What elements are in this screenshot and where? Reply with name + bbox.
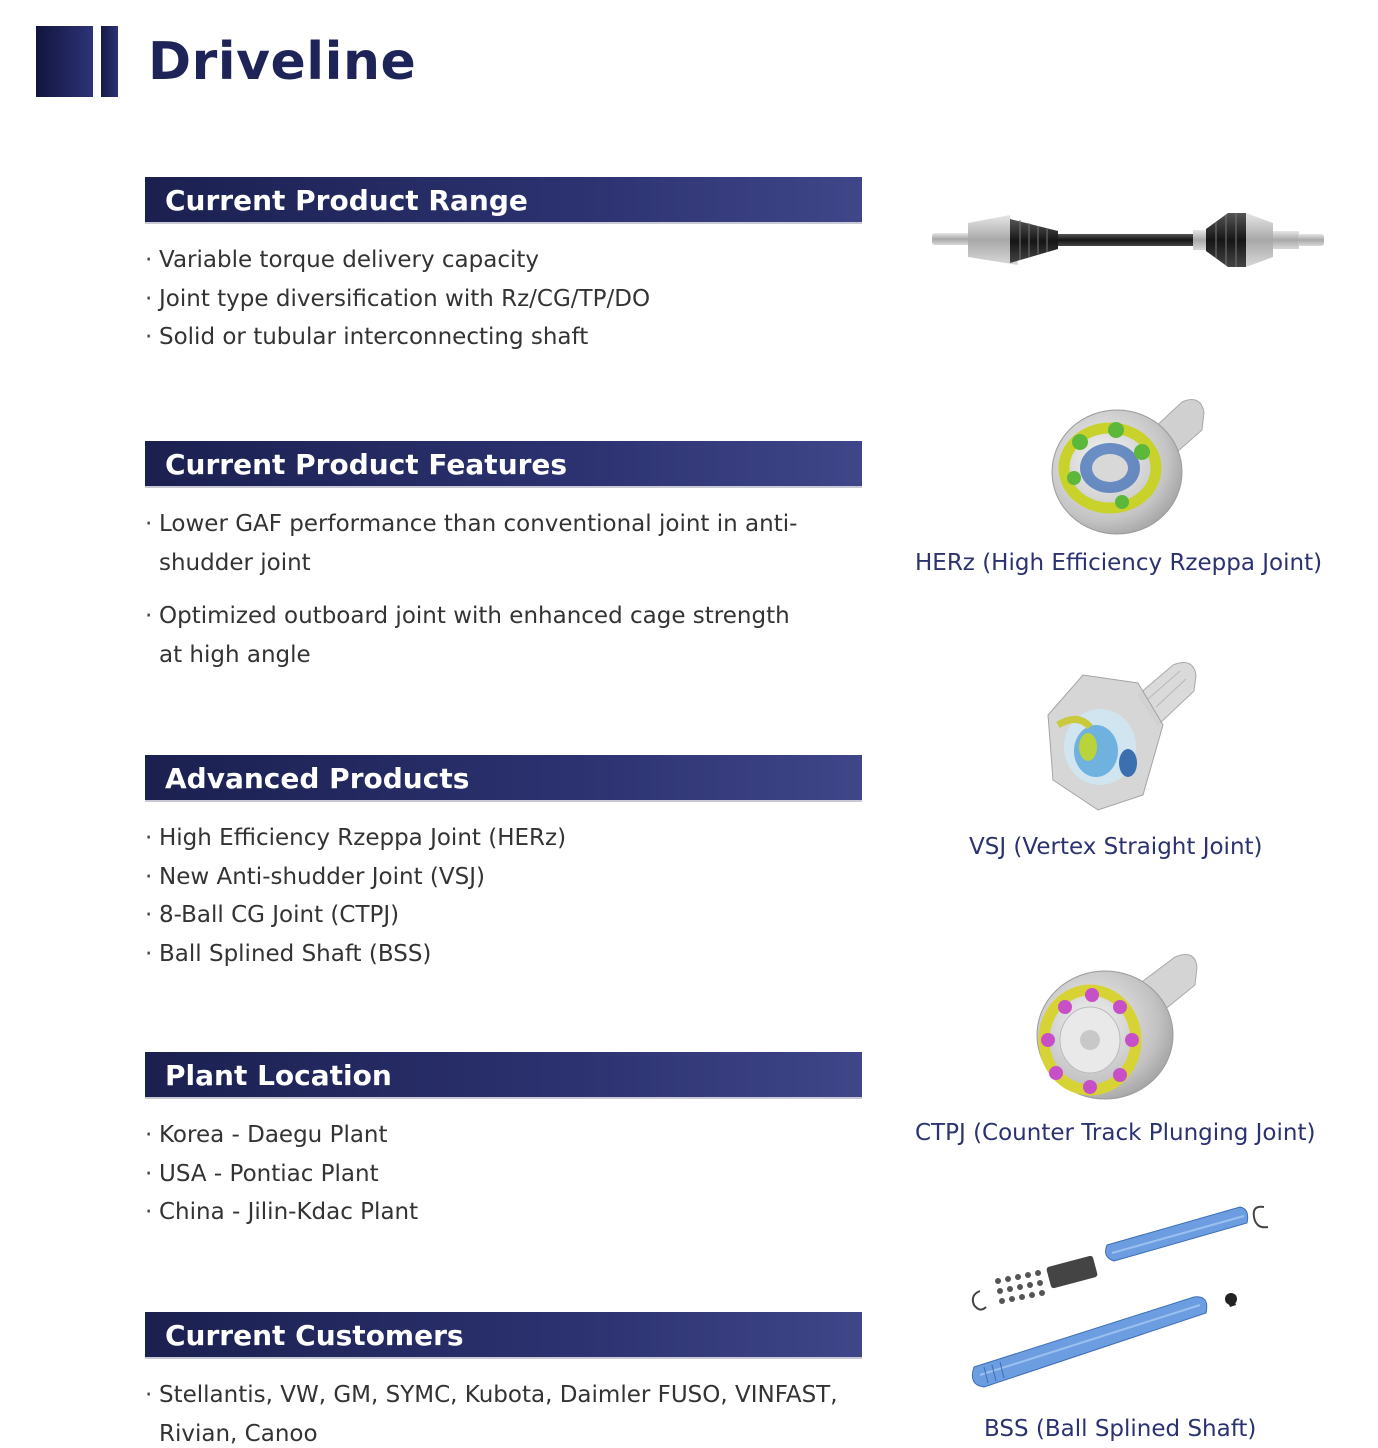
section-list [145,505,805,674]
list-item: · Korea - Daegu Plant [145,1116,862,1155]
section-header: Current Product Features [145,441,862,488]
bss-shaft-image [962,1195,1282,1395]
section-product-features [145,441,862,674]
list-item: · China - Jilin-Kdac Plant [145,1193,862,1232]
list-item: · Optimized outboard joint with enhanced cage strength at high angle [145,597,805,674]
list-item: · 8-Ball CG Joint (CTPJ) [145,896,862,935]
list-item: · Lower GAF performance than conventional joint in anti-shudder joint [145,505,805,582]
list-item: · Ball Splined Shaft (BSS) [145,935,862,974]
logo-bar-wide [36,26,93,97]
list-item: · Stellantis, VW, GM, SYMC, Kubota, Daimler FUSO, VINFAST, Rivian, Canoo [145,1376,845,1448]
section-header: Current Product Range [145,177,862,224]
vsj-joint-image [1028,655,1203,815]
section-current-customers [145,1312,862,1448]
section-header: Plant Location [145,1052,862,1099]
section-list [145,241,862,357]
list-item: · New Anti-shudder Joint (VSJ) [145,858,862,897]
ctpj-joint-image [1030,945,1205,1105]
section-list [145,819,862,973]
section-plant-location [145,1052,862,1232]
section-advanced-products [145,755,862,973]
section-list [145,1376,845,1448]
drive-shaft-image [928,205,1328,275]
logo-bar-thin [101,26,118,97]
section-header: Advanced Products [145,755,862,802]
bss-label: BSS (Ball Splined Shaft) [984,1416,1257,1442]
list-item: · Solid or tubular interconnecting shaft [145,318,862,357]
section-header: Current Customers [145,1312,862,1359]
herz-label: HERz (High Efficiency Rzeppa Joint) [915,550,1323,576]
vsj-label: VSJ (Vertex Straight Joint) [969,834,1263,860]
herz-joint-image [1042,390,1212,540]
list-item: · High Efficiency Rzeppa Joint (HERz) [145,819,862,858]
ctpj-label: CTPJ (Counter Track Plunging Joint) [915,1120,1316,1146]
page-title: Driveline [148,32,417,92]
list-item: · Joint type diversification with Rz/CG/TP/DO [145,280,862,319]
section-product-range [145,177,862,357]
section-list [145,1116,862,1232]
list-item: · Variable torque delivery capacity [145,241,862,280]
list-item: · USA - Pontiac Plant [145,1155,862,1194]
